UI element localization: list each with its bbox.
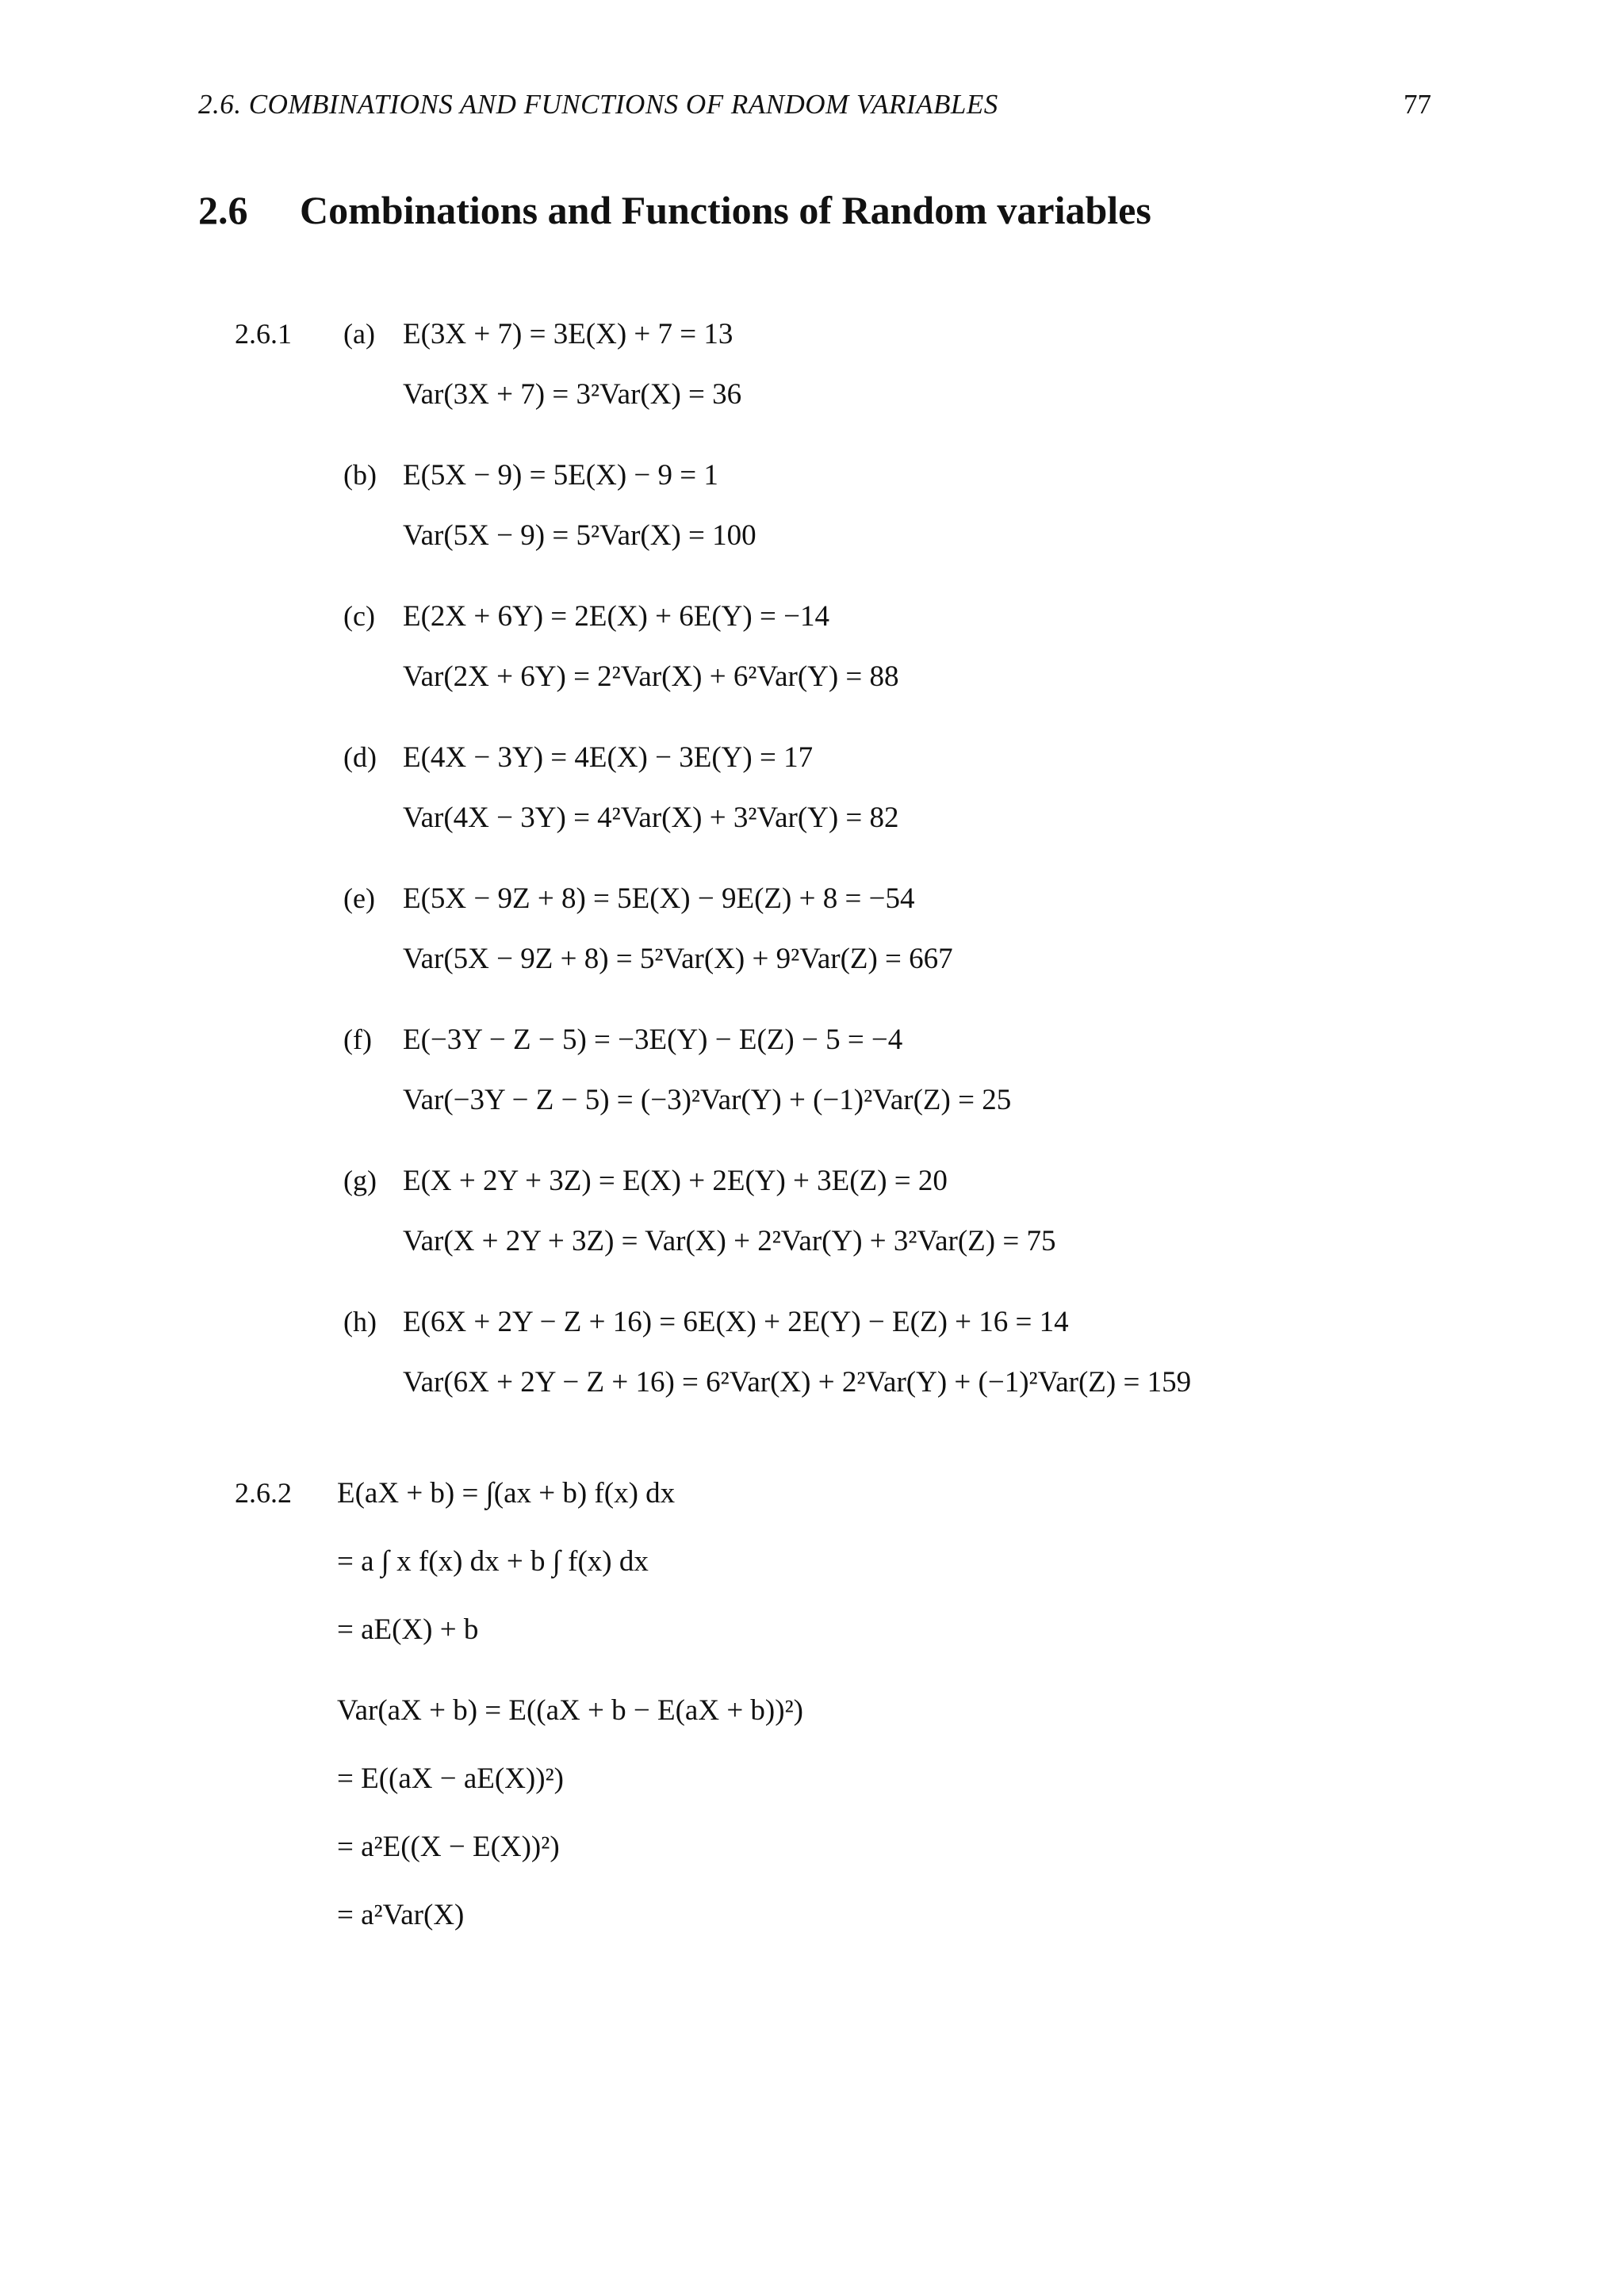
- section-heading: [198, 187, 1151, 233]
- part-label-f: (f): [343, 1024, 372, 1055]
- equation-mean-e: E(5X − 9Z + 8) = 5E(X) − 9E(Z) + 8 = −54: [403, 882, 915, 915]
- equation-var-c: Var(2X + 6Y) = 2²Var(X) + 6²Var(Y) = 88: [403, 660, 899, 693]
- part-label-c: (c): [343, 600, 375, 632]
- page-number: 77: [1404, 89, 1431, 120]
- part-label-g: (g): [343, 1165, 377, 1196]
- section-title: Combinations and Functions of Random variables: [300, 188, 1151, 232]
- equation-var-b: Var(5X − 9) = 5²Var(X) = 100: [403, 519, 756, 552]
- equation-var-e: Var(5X − 9Z + 8) = 5²Var(X) + 9²Var(Z) = 667: [403, 943, 953, 975]
- equation-var-g: Var(X + 2Y + 3Z) = Var(X) + 2²Var(Y) + 3²Var(Z) = 75: [403, 1225, 1056, 1257]
- part-label-h: (h): [343, 1306, 377, 1337]
- equation-mean-f: E(−3Y − Z − 5) = −3E(Y) − E(Z) − 5 = −4: [403, 1024, 903, 1056]
- equation-mean-b: E(5X − 9) = 5E(X) − 9 = 1: [403, 459, 718, 492]
- equation-mean-g: E(X + 2Y + 3Z) = E(X) + 2E(Y) + 3E(Z) = 20: [403, 1165, 948, 1197]
- part-label-d: (d): [343, 741, 377, 773]
- derivation-line-7: = a²Var(X): [337, 1899, 465, 1931]
- running-header-title: 2.6. COMBINATIONS AND FUNCTIONS OF RANDOM VARIABLES: [198, 89, 998, 120]
- equation-var-a: Var(3X + 7) = 3²Var(X) = 36: [403, 378, 742, 411]
- problem-number-2-6-2: 2.6.2: [235, 1477, 292, 1509]
- part-label-e: (e): [343, 882, 375, 914]
- derivation-line-4: Var(aX + b) = E((aX + b − E(aX + b))²): [337, 1694, 803, 1727]
- part-label-a: (a): [343, 318, 375, 350]
- section-number: 2.6: [198, 188, 248, 232]
- equation-var-f: Var(−3Y − Z − 5) = (−3)²Var(Y) + (−1)²Var(Z) = 25: [403, 1084, 1012, 1116]
- equation-mean-a: E(3X + 7) = 3E(X) + 7 = 13: [403, 318, 733, 350]
- derivation-line-5: = E((aX − aE(X))²): [337, 1762, 564, 1795]
- derivation-line-6: = a²E((X − E(X))²): [337, 1831, 560, 1863]
- equation-var-d: Var(4X − 3Y) = 4²Var(X) + 3²Var(Y) = 82: [403, 802, 899, 834]
- derivation-line-3: = aE(X) + b: [337, 1613, 479, 1646]
- derivation-line-1: E(aX + b) = ∫(ax + b) f(x) dx: [337, 1477, 676, 1510]
- equation-var-h: Var(6X + 2Y − Z + 16) = 6²Var(X) + 2²Var(Y) + (−1)²Var(Z) = 159: [403, 1366, 1192, 1399]
- part-label-b: (b): [343, 459, 377, 491]
- derivation-line-2: = a ∫ x f(x) dx + b ∫ f(x) dx: [337, 1545, 649, 1578]
- equation-mean-c: E(2X + 6Y) = 2E(X) + 6E(Y) = −14: [403, 600, 829, 633]
- equation-mean-d: E(4X − 3Y) = 4E(X) − 3E(Y) = 17: [403, 741, 814, 774]
- problem-number-2-6-1: 2.6.1: [235, 318, 292, 350]
- equation-mean-h: E(6X + 2Y − Z + 16) = 6E(X) + 2E(Y) − E(Z) + 16 = 14: [403, 1306, 1069, 1338]
